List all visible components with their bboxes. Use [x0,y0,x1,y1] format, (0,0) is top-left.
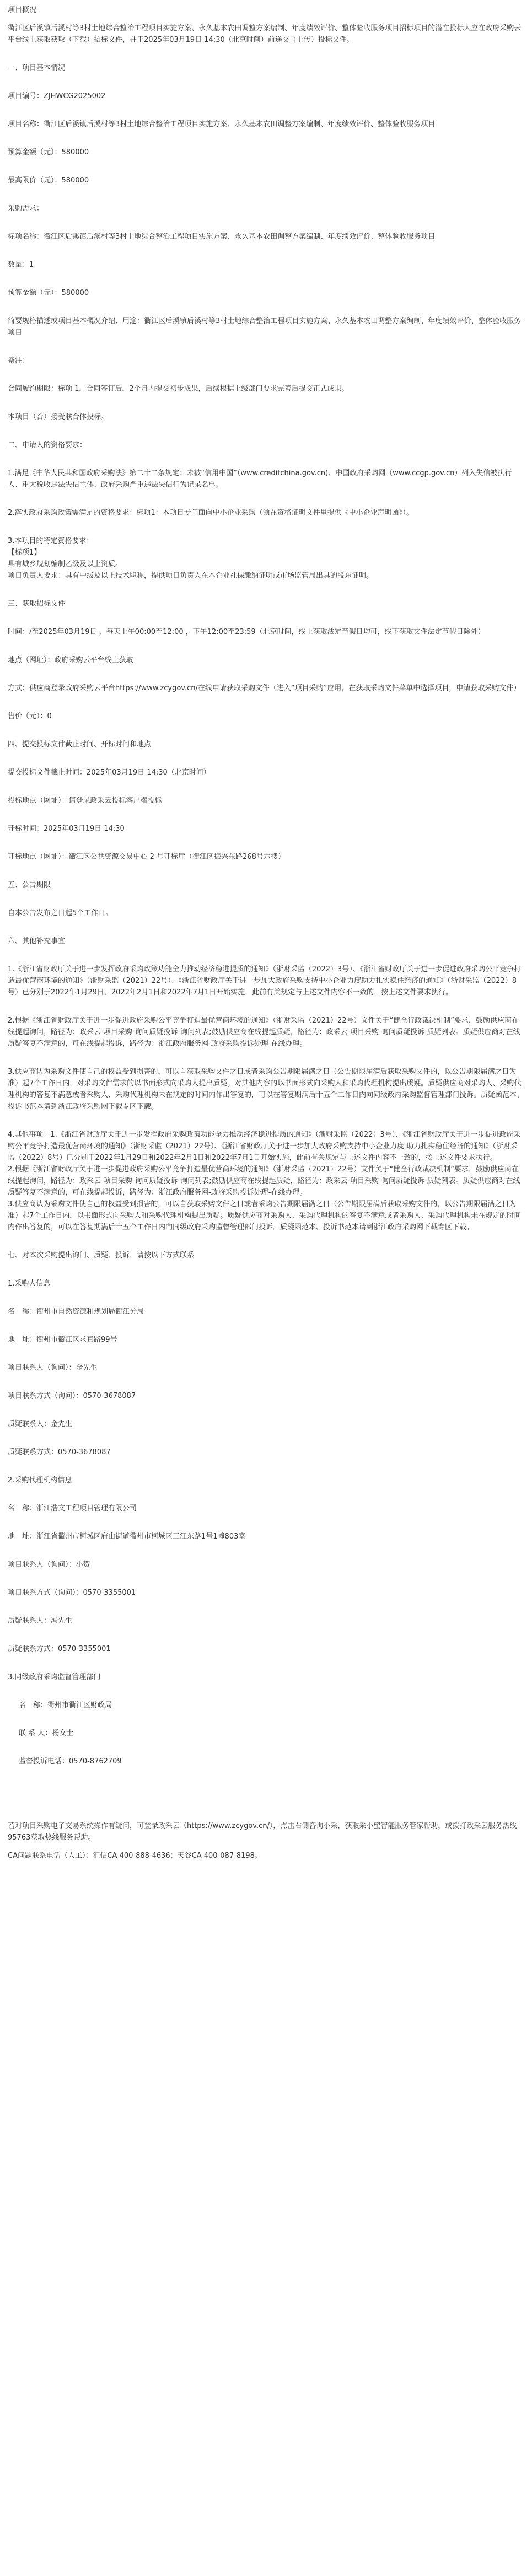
other-item-4-3: 3.供应商认为采购文件使自己的权益受到损害的，可以自获取采购文件之日或者采购公告期限届满之日（公告期限届满后获取采购文件的，以公告期限届满之日为准）起7个工作日内，以书面形式向采购人和采购代理机构提出质疑。质疑供应商对采购人、采购代理机构的答复不满意或者采购人、采购代理机构未在规定的时间内作出答复的，可以在答复期满后十五个工作日内向同级政府采购监督管理部门投诉。质疑函范本、投诉书范本请到浙江政府采购网下载专区下载。 [8,1200,522,1231]
quantity: 数量：1 [8,261,34,269]
gov-contact: 联 系 人：杨女士 [19,1729,74,1738]
acquire-price: 售价（元）：0 [8,712,52,720]
section-acquire-title: 三、获取招标文件 [8,600,66,608]
buyer-query-phone: 质疑联系方式：0570-3678087 [8,1448,111,1456]
other-item-4: 4.其他事项：1.《浙江省财政厅关于进一步发挥政府采购政策功能全力推动经济稳进提质的通知》（浙财采监（2022）3号）、《浙江省财政厅关于进一步促进政府采购公平竞争打造最优营商环境的通知》（浙财采监（2021）22号）、《浙江省财政厅关于进一步加大政府采购支持中小企业力度 助力扎实稳住经济的通知》（浙财采监（2022）8号）已分别于2022年1月29日和2022年2月1日和2022年7月1日开始实施，此前有关规定与上述文件内容不一致的，按上述文件要求执行。 [8,1131,521,1162]
section-contact-title: 七、对本次采购提出询问、质疑、投诉，请按以下方式联系 [8,1251,195,1260]
gov-info-title: 3.同级政府采购监督管理部门 [8,1673,101,1681]
qualification-3-lot: 【标项1】 [8,548,41,557]
remark: 备注： [8,357,30,365]
agent-name: 名 称：浙江浩文工程项目管理有限公司 [8,1504,137,1513]
agent-address: 地 址：浙江省衢州市柯城区府山街道衢州市柯城区三江东路1号1幢803室 [8,1532,246,1541]
qualification-3-title: 3.本项目的特定资格要求： [8,537,94,545]
acquire-method: 方式：供应商登录政府采购云平台https://www.zcygov.cn/在线申请获取采购文件（进入“项目采购”应用，在获取采购文件菜单中选择项目，申请获取采购文件） [8,684,521,692]
gov-phone: 监督投诉电话：0570-8762709 [19,1757,122,1766]
buyer-info-title: 1.采购人信息 [8,1279,51,1288]
subject-name: 标项名称：衢江区后溪镇后溪村等3村土地综合整治工程项目实施方案、永久基本农田调整方案编制、年度绩效评价、整体验收服务项目 [8,233,436,241]
consortium-note: 本项目（否）接受联合体投标。 [8,413,109,421]
agent-query-phone: 质疑联系方式：0570-3355001 [8,1645,111,1653]
buyer-name: 名 称：衢州市自然资源和规划局衢江分局 [8,1308,144,1316]
agent-info-title: 2.采购代理机构信息 [8,1476,72,1485]
requirement-title: 采购需求： [8,205,44,213]
other-item-3: 3.供应商认为采购文件使自己的权益受到损害的，可以自获取采购文件之日或者采购公告期限届满之日（公告期限届满后获取采购文件的，以公告期限届满之日为准）起7个工作日内，对采购文件需求的以书面形式向采购人提出质疑。对其他内容的以书面形式向采购人和采购代理机构提出质疑。质疑供应商对采购人、采购代理机构的答复不满意或者采购人、采购代理机构未在规定的时间内作出答复的，可以在答复期满后十五个工作日内向同级政府采购监督管理部门投诉。质疑函范本、投诉书范本请到浙江政府采购网下载专区下载。 [8,1068,524,1111]
section-submit-title: 四、提交投标文件截止时间、开标时间和地点 [8,740,152,749]
contract-period: 合同履约期限：标项 1，合同签订后，2个月内提交初步成果，后续根据上级部门要求完善后提交正式成果。 [8,385,349,393]
submit-place: 投标地点（网址）：请登录政采云投标客户端投标 [8,797,162,805]
section-other-title: 六、其他补充事宜 [8,937,66,945]
period-text: 自本公告发布之日起5个工作日。 [8,909,113,917]
other-item-4-2: 2.根据《浙江省财政厅关于进一步促进政府采购公平竞争打造最优营商环境的通知》（浙财采监（2021）22号）文件关于“健全行政裁决机制”要求，鼓励供应商在线提起询问，路径为：政采云-项目采购-询问质疑投诉-询问列表;鼓励供应商在线提起质疑，路径为：政采云-项目采购-询问质疑投诉-质疑列表。质疑供应商对在线质疑答复不满意的，可在线提起投诉，路径为：浙江政府服务网-政府采购投诉处理-在线办理。 [8,1165,520,1197]
other-item-2: 2.根据《浙江省财政厅关于进一步促进政府采购公平竞争打造最优营商环境的通知》（浙财采监（2021）22号）文件关于“健全行政裁决机制”要求，鼓励供应商在线提起询问，路径为：政采云-项目采购-询问质疑投诉-询问列表;鼓励供应商在线提起质疑，路径为：政采云-项目采购-询问质疑投诉-质疑列表。质疑供应商对在线质疑答复不满意的，可在线提起投诉，路径为：浙江政府服务网-政府采购投诉处理-在线办理。 [8,1017,520,1048]
qualification-3-a: 具有城乡规划编制乙级及以上资质。 [8,560,123,568]
section-period-title: 五、公告期限 [8,881,51,889]
project-name: 项目名称：衢江区后溪镇后溪村等3村土地综合整治工程项目实施方案、永久基本农田调整方案编制、年度绩效评价、整体验收服务项目 [8,120,436,128]
agent-query-contact: 质疑联系人：冯先生 [8,1617,73,1625]
agent-contact-phone: 项目联系方式（询问）：0570-3355001 [8,1589,136,1597]
brief-description: 简要规格描述或项目基本概况介绍、用途：衢江区后溪镇后溪村等3村土地综合整治工程项目实施方案、永久基本农田调整方案编制、年度绩效评价、整体验收服务项目 [8,317,522,337]
lot-budget: 预算金额（元）：580000 [8,289,89,297]
buyer-contact-phone: 项目联系方式（询问）：0570-3678087 [8,1392,136,1400]
overview-title: 项目概况 [8,6,37,14]
buyer-query-contact: 质疑联系人：金先生 [8,1420,73,1428]
acquire-time: 时间：/至2025年03月19日 ，每天上午00:00至12:00 ，下午12:00至23:59（北京时间，线上获取法定节假日均可，线下获取文件法定节假日除外） [8,628,485,636]
budget-amount: 预算金额（元）：580000 [8,148,89,157]
gov-name: 名 称：衢州市衢江区财政局 [19,1701,112,1709]
acquire-place: 地点（网址）：政府采购云平台线上获取 [8,656,133,664]
open-time: 开标时间：2025年03月19日 14:30 [8,825,125,833]
submit-deadline: 提交投标文件截止时间：2025年03月19日 14:30（北京时间） [8,768,211,777]
footer-help: 若对项目采购电子交易系统操作有疑问，可登录政采云（https://www.zcygov.cn/），点击右侧咨询小采，获取采小蜜智能服务管家帮助，或拨打政采云服务热线95763获取热线服务帮助。 [8,1822,517,1842]
max-price: 最高限价（元）：580000 [8,176,89,185]
section-basic-title: 一、项目基本情况 [8,64,66,72]
qualification-3-b: 项目负责人要求：具有中级及以上技术职称，提供项目负责人在本企业社保缴纳证明或市场监管局出具的股东证明。 [8,572,374,580]
qualification-2: 2.落实政府采购政策需满足的资格要求：标项1：本项目专门面向中小企业采购（须在资格证明文件里提供《中小企业声明函》）。 [8,509,413,517]
agent-contact: 项目联系人（询问）：小贺 [8,1561,90,1569]
buyer-contact: 项目联系人（询问）：金先生 [8,1364,98,1372]
buyer-address: 地 址：衢州市衢江区求真路99号 [8,1336,117,1344]
open-place: 开标地点（网址）：衢江区公共资源交易中心 2 号开标厅（衢江区振兴东路268号六楼） [8,853,285,861]
section-qualification-title: 二、申请人的资格要求： [8,441,87,449]
project-number: 项目编号：ZJHWCG2025002 [8,92,106,100]
other-item-1: 1.《浙江省财政厅关于进一步发挥政府采购政策功能全力推动经济稳进提质的通知》（浙财采监（2022）3号）、《浙江省财政厅关于进一步促进政府采购公平竞争打造最优营商环境的通知》（浙财采监（2021）22号）、《浙江省财政厅关于进一步加大政府采购支持中小企业力度助力扎实稳住经济的通知》（浙财采监（2022）8号）已分别于2022年1月29日、2022年2月1日和2022年7月1日开始实施，此前有关规定与上述文件内容不一致的，按上述文件要求执行。 [8,965,522,997]
overview-text: 衢江区后溪镇后溪村等3村土地综合整治工程项目实施方案、永久基本农田调整方案编制、年度绩效评价、整体验收服务项目招标项目的潜在投标人应在政府采购云平台线上获取获取（下载）招标文件，并于2025年03月19日 14:30（北京时间）前递交（上传）投标文件。 [8,24,522,44]
footer-ca-hotline: CA问题联系电话（人工）：汇信CA 400-888-4636；天谷CA 400-087-8198。 [8,1852,262,1860]
qualification-1: 1.满足《中华人民共和国政府采购法》第二十二条规定；未被“信用中国”（www.creditchina.gov.cn)、中国政府采购网（www.ccgp.gov.cn）列入失信被执行人、重大税收违法失信主体、政府采购严重违法失信行为记录名单。 [8,469,512,489]
